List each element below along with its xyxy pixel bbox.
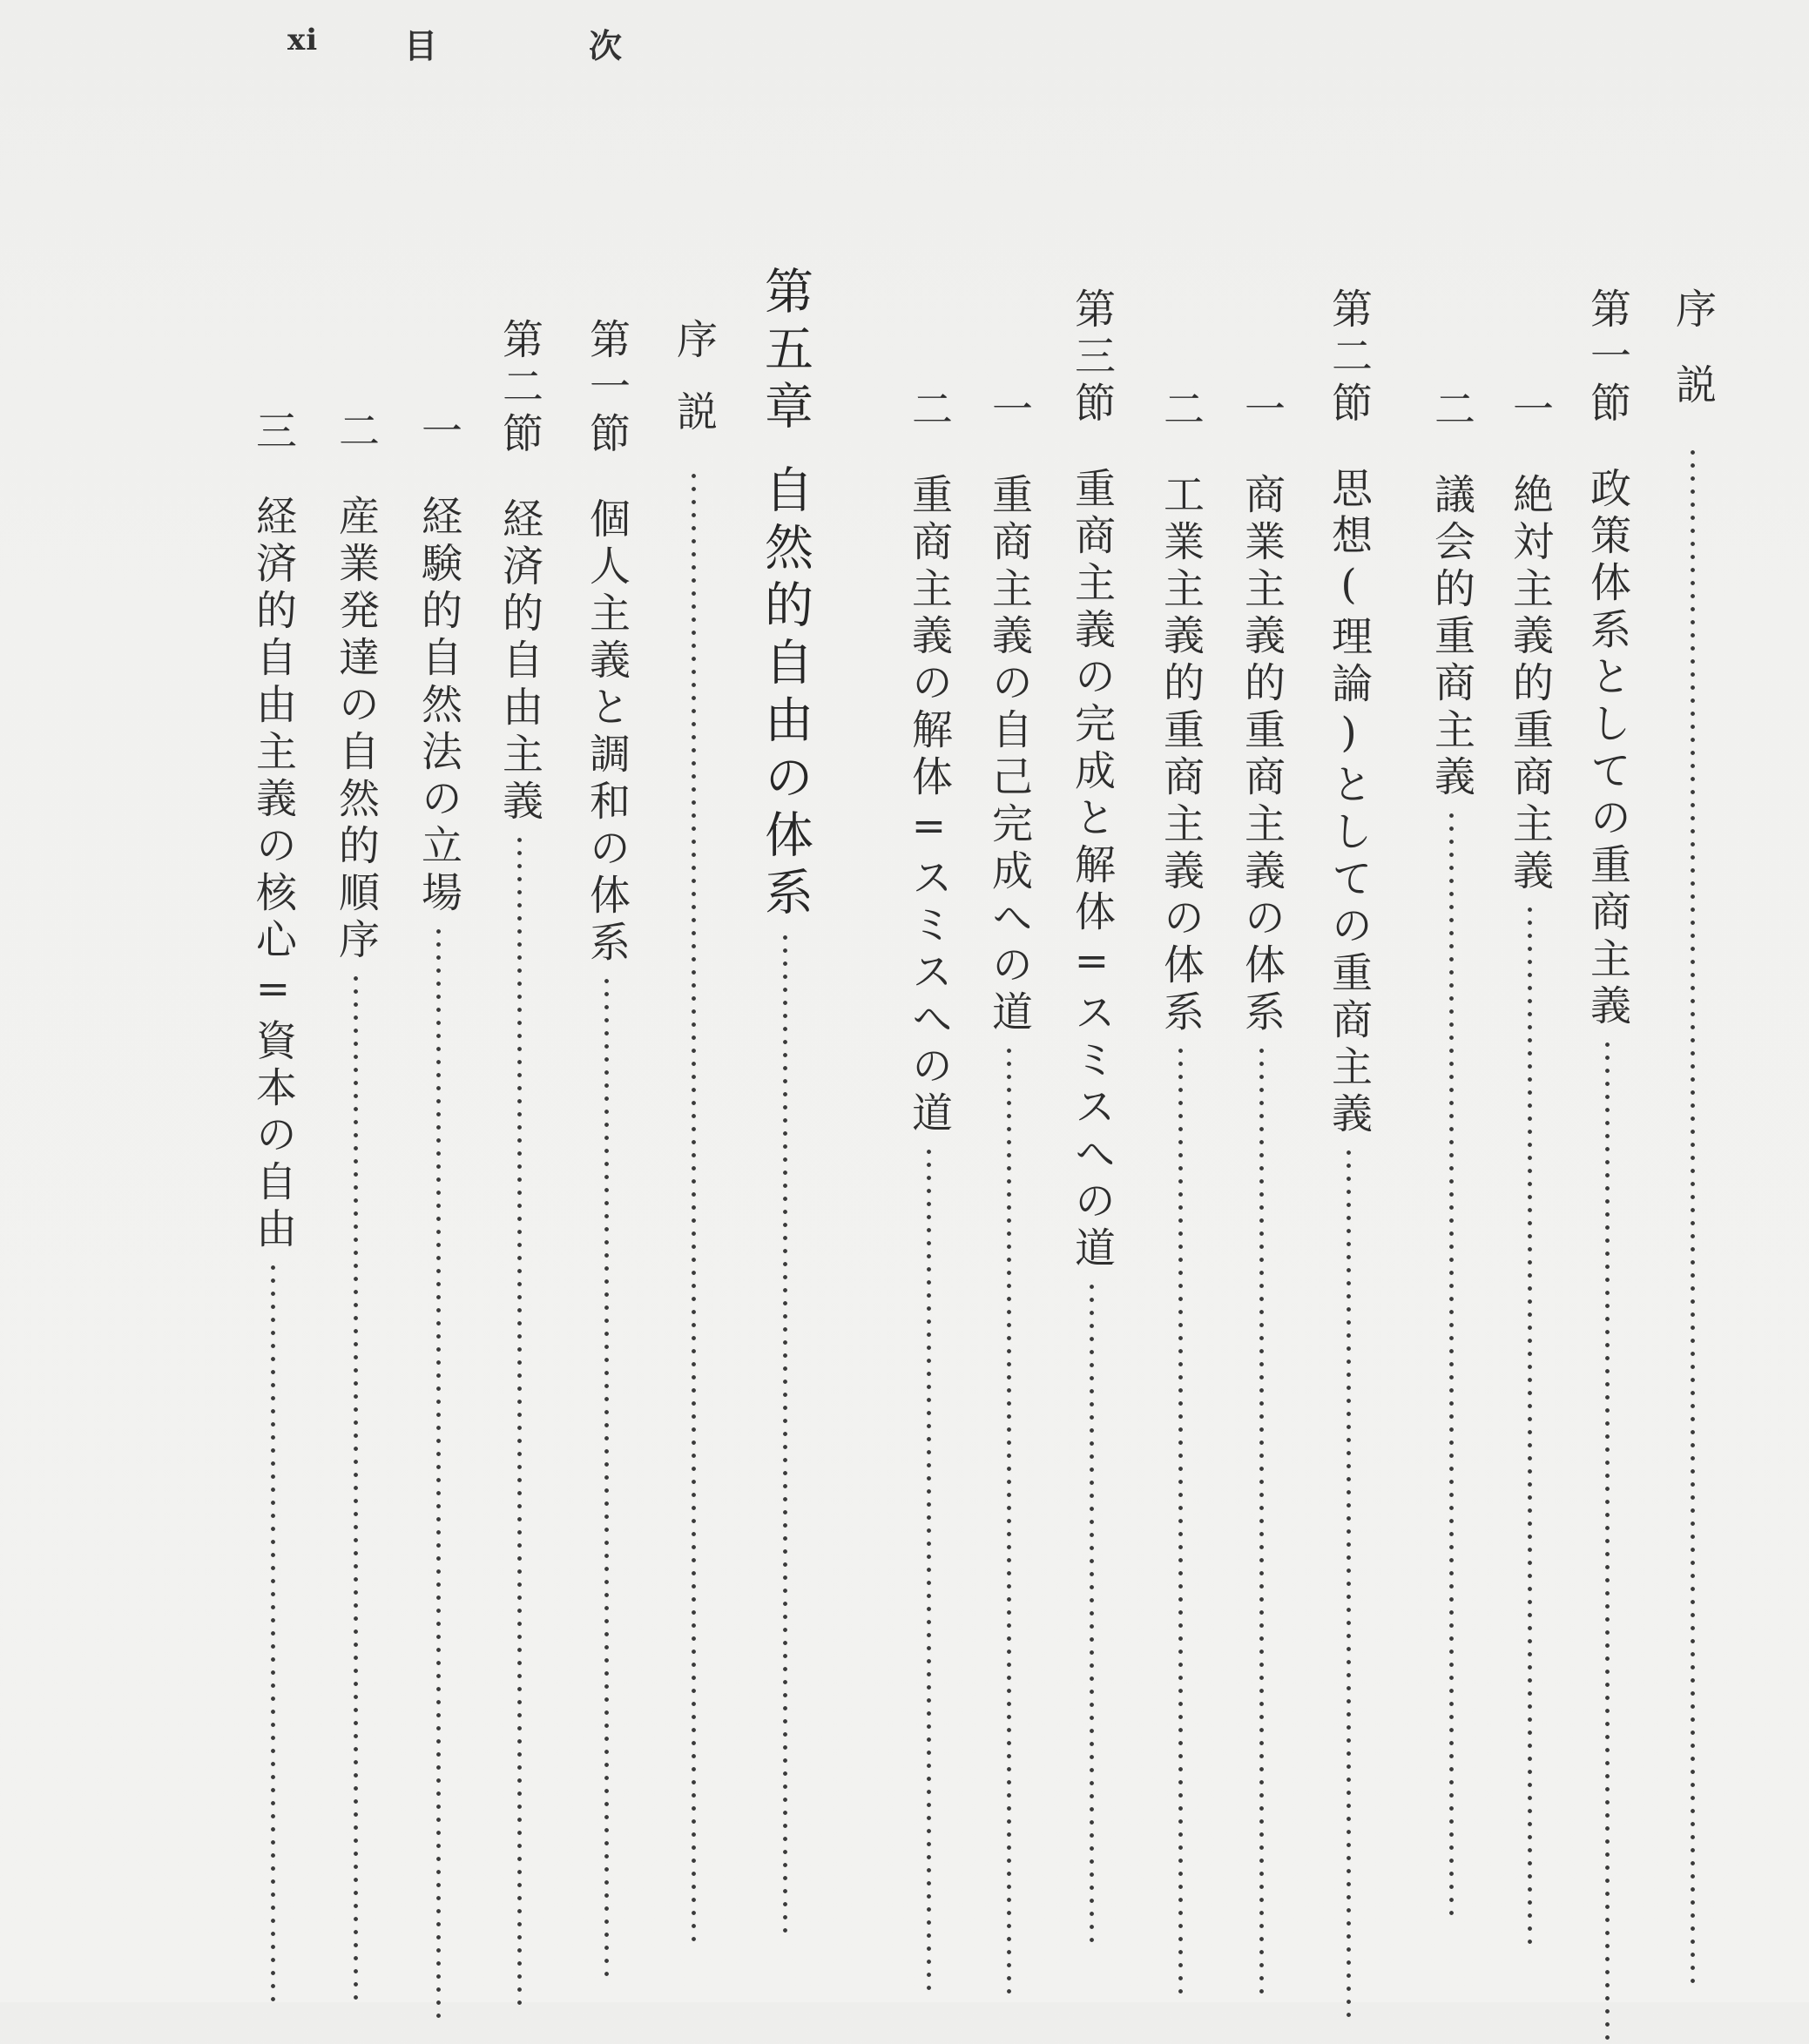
running-title-char: 次: [588, 26, 622, 65]
running-title-char: 目: [404, 26, 438, 65]
toc-entry-title: 序説: [670, 318, 718, 462]
dot-leader: [354, 972, 358, 2000]
dot-leader: [1178, 1044, 1183, 1993]
dot-leader: [1528, 903, 1532, 1948]
toc-entry-title: 自然的自由の体系: [757, 464, 813, 924]
toc-section-label: 第三節: [1068, 287, 1116, 428]
toc-entry-introduction: [1669, 287, 1717, 1983]
toc-entry-s1-2: [1428, 388, 1475, 1924]
toc-entry-title: 経験的自然法の立場: [415, 495, 462, 918]
toc-entry-title: 絶対主義的重商主義: [1506, 473, 1554, 896]
toc-item-number: 一: [1506, 388, 1554, 435]
toc-entry-section-2: [1325, 287, 1373, 2017]
toc-entry-chapter-5: [757, 266, 813, 1933]
dot-leader: [692, 469, 696, 1950]
toc-entry-c5-s2-1: [415, 409, 462, 2027]
toc-item-number: 二: [332, 409, 380, 456]
dot-leader: [271, 1261, 275, 2010]
toc-entry-title: 重商主義の解体=スミスへの道: [905, 473, 953, 1138]
toc-entry-title: 経済的自由主義: [496, 497, 543, 826]
toc-entry-title: 序説: [1669, 287, 1717, 439]
toc-entry-title: 議会的重商主義: [1428, 473, 1475, 802]
toc-entry-c5-s2-2: [332, 409, 380, 2000]
dot-leader: [436, 925, 441, 2027]
toc-section-label: 第二節: [1325, 287, 1373, 428]
toc-entry-s2-2: [1157, 388, 1205, 1993]
toc-section-label: 第一節: [1583, 287, 1631, 428]
dot-leader: [1449, 809, 1454, 1924]
toc-entry-title: 重商主義の自己完成への道: [985, 473, 1033, 1037]
toc-entry-s2-1: [1238, 388, 1286, 1993]
dot-leader: [1259, 1044, 1264, 1993]
toc-entry-title: 思想(理論)としての重商主義: [1325, 467, 1373, 1139]
dot-leader: [927, 1145, 931, 1999]
toc-entry-title: 産業発達の自然的順序: [332, 495, 380, 965]
toc-entry-title: 経済的自由主義の核心=資本の自由: [249, 495, 297, 1254]
toc-entry-title: 商業主義的重商主義の体系: [1238, 473, 1286, 1037]
toc-entry-title: 個人主義と調和の体系: [583, 497, 631, 968]
toc-item-number: 一: [1238, 388, 1286, 435]
dot-leader: [1605, 1038, 1610, 2044]
toc-entry-section-3: [1068, 287, 1116, 1951]
dot-leader: [1090, 1280, 1094, 1951]
dot-leader: [1691, 446, 1695, 1983]
toc-item-number: 三: [249, 409, 297, 456]
toc-entry-introduction: [670, 318, 718, 1950]
toc-item-number: 一: [415, 409, 462, 456]
toc-entry-title: 政策体系としての重商主義: [1583, 467, 1631, 1031]
dot-leader: [783, 931, 787, 1933]
toc-item-number: 二: [905, 388, 953, 435]
toc-section-label: 第二節: [496, 318, 543, 459]
dot-leader: [517, 833, 522, 2009]
toc-entry-s1-1: [1506, 388, 1554, 1948]
toc-entry-s3-1: [985, 388, 1033, 1993]
page-number: xi: [287, 23, 319, 57]
dot-leader: [1007, 1044, 1011, 1993]
dot-leader: [604, 975, 609, 1976]
dot-leader: [1347, 1146, 1351, 2017]
toc-entry-title: 工業主義的重商主義の体系: [1157, 473, 1205, 1037]
toc-entry-title: 重商主義の完成と解体=スミスへの道: [1068, 467, 1116, 1273]
toc-entry-section-1: [1583, 287, 1631, 2044]
toc-entry-c5-section-2: [496, 318, 543, 2009]
toc-section-label: 第一節: [583, 318, 631, 459]
toc-item-number: 二: [1428, 388, 1475, 435]
toc-entry-c5-s2-3: [249, 409, 297, 2010]
toc-entry-s3-2: [905, 388, 953, 1999]
toc-entry-c5-section-1: [583, 318, 631, 1976]
toc-chapter-label: 第五章: [757, 266, 813, 438]
toc-item-number: 二: [1157, 388, 1205, 435]
toc-item-number: 一: [985, 388, 1033, 435]
